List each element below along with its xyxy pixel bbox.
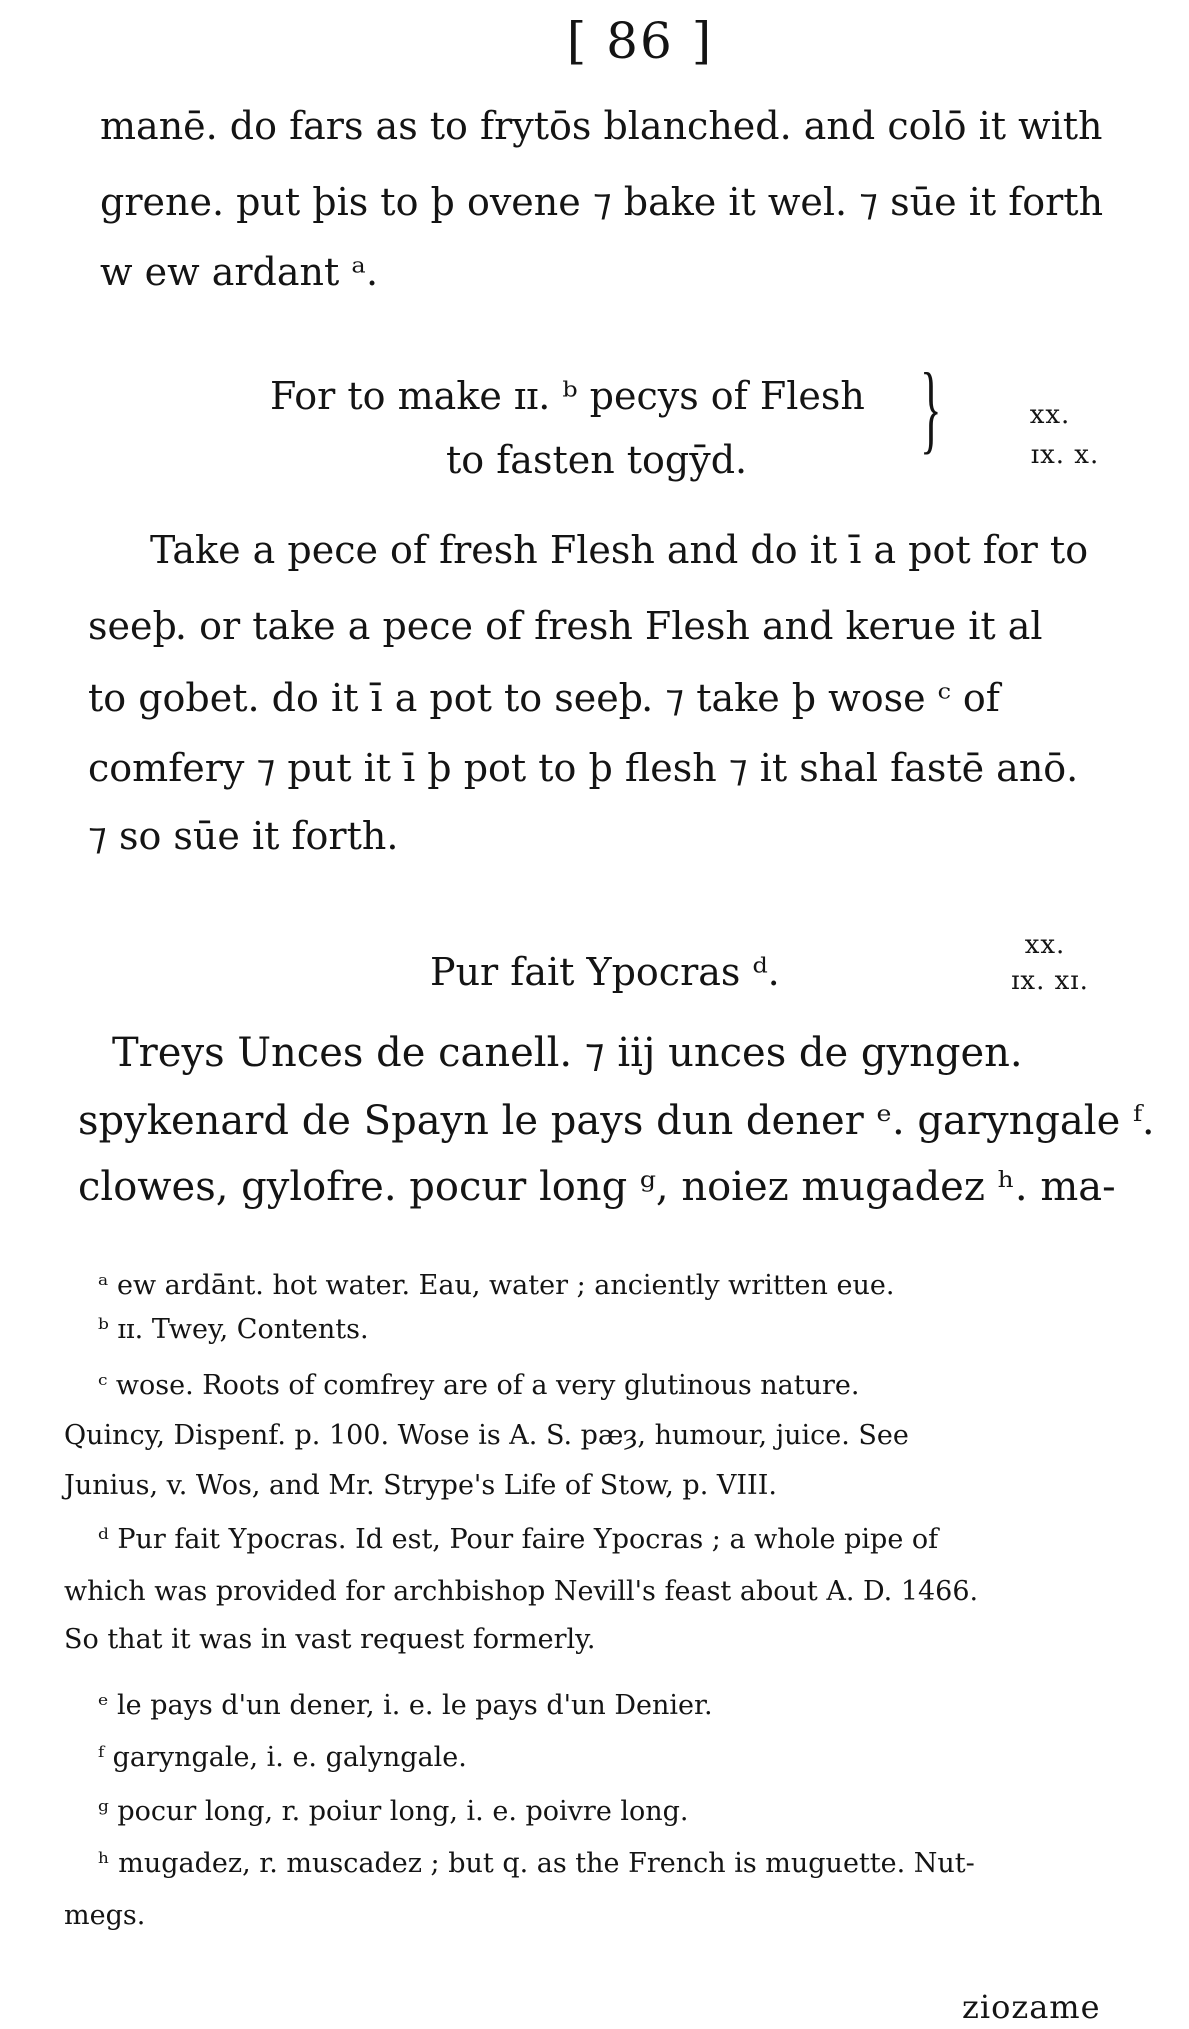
recipe2-number-top: xx. xyxy=(1024,930,1066,960)
intro-line-1: manē. do fars as to frytōs blanched. and colō it with xyxy=(100,104,1103,148)
recipe2-line-2: spykenard de Spayn le pays dun dener ᵉ. garyngale ᶠ. xyxy=(78,1098,1155,1144)
footnote-d-line-3: So that it was in vast request formerly. xyxy=(64,1624,596,1655)
intro-line-3: w ew ardant ᵃ. xyxy=(100,250,379,294)
recipe1-number-bottom: ɪx. x. xyxy=(1030,440,1100,470)
recipe1-heading-line-2: to fasten togȳd. xyxy=(446,438,748,482)
recipe1-line-1: Take a pece of fresh Flesh and do it ī a pot for to xyxy=(150,528,1089,572)
recipe1-line-2: seeþ. or take a pece of fresh Flesh and kerue it al xyxy=(88,604,1043,648)
intro-line-2: grene. put þis to þ ovene ⁊ bake it wel. ⁊ sūe it forth xyxy=(100,180,1104,224)
recipe1-line-3: to gobet. do it ī a pot to seeþ. ⁊ take þ wose ᶜ of xyxy=(88,676,1000,720)
footnote-h-line-1: ʰ mugadez, r. muscadez ; but q. as the French is muguette. Nut- xyxy=(98,1848,975,1879)
footnote-b: ᵇ ɪɪ. Twey, Contents. xyxy=(98,1314,369,1345)
recipe1-number-top: xx. xyxy=(1029,400,1071,430)
footnote-c-line-2: Quincy, Dispenf. p. 100. Wose is A. S. pæȝ, humour, juice. See xyxy=(64,1420,909,1451)
footnote-e: ᵉ le pays d'un dener, i. e. le pays d'un Denier. xyxy=(98,1690,713,1721)
recipe1-heading-line-1: For to make ɪɪ. ᵇ pecys of Flesh xyxy=(270,374,865,418)
recipe2-heading: Pur fait Ypocras ᵈ. xyxy=(430,950,780,994)
footnote-g: ᵍ pocur long, r. poiur long, i. e. poivre long. xyxy=(98,1796,689,1827)
footnote-h-line-2: megs. xyxy=(64,1900,146,1931)
footnote-a: ᵃ ew ardānt. hot water. Eau, water ; anciently written eue. xyxy=(98,1270,895,1301)
footnote-c-line-3: Junius, v. Wos, and Mr. Strype's Life of Stow, p. VIII. xyxy=(64,1470,777,1501)
footnote-f: ᶠ garyngale, i. e. galyngale. xyxy=(98,1742,467,1773)
footnote-c-line-1: ᶜ wose. Roots of comfrey are of a very glutinous nature. xyxy=(98,1370,860,1401)
recipe1-line-5: ⁊ so sūe it forth. xyxy=(88,814,399,858)
recipe2-line-1: Treys Unces de canell. ⁊ iij unces de gyngen. xyxy=(112,1030,1023,1076)
footnote-d-line-1: ᵈ Pur fait Ypocras. Id est, Pour faire Ypocras ; a whole pipe of xyxy=(98,1524,939,1555)
footnote-d-line-2: which was provided for archbishop Nevill's feast about A. D. 1466. xyxy=(64,1576,979,1607)
recipe2-number-bottom: ɪx. xɪ. xyxy=(1011,966,1089,996)
catchword: ziozame xyxy=(962,1988,1101,2026)
recipe1-line-4: comfery ⁊ put it ī þ pot to þ flesh ⁊ it shal fastē anō. xyxy=(88,746,1079,790)
brace-mark: } xyxy=(920,352,942,463)
recipe2-line-3: clowes, gylofre. pocur long ᵍ, noiez mugadez ʰ. ma- xyxy=(78,1164,1116,1210)
page-number: [ 86 ] xyxy=(566,12,714,70)
